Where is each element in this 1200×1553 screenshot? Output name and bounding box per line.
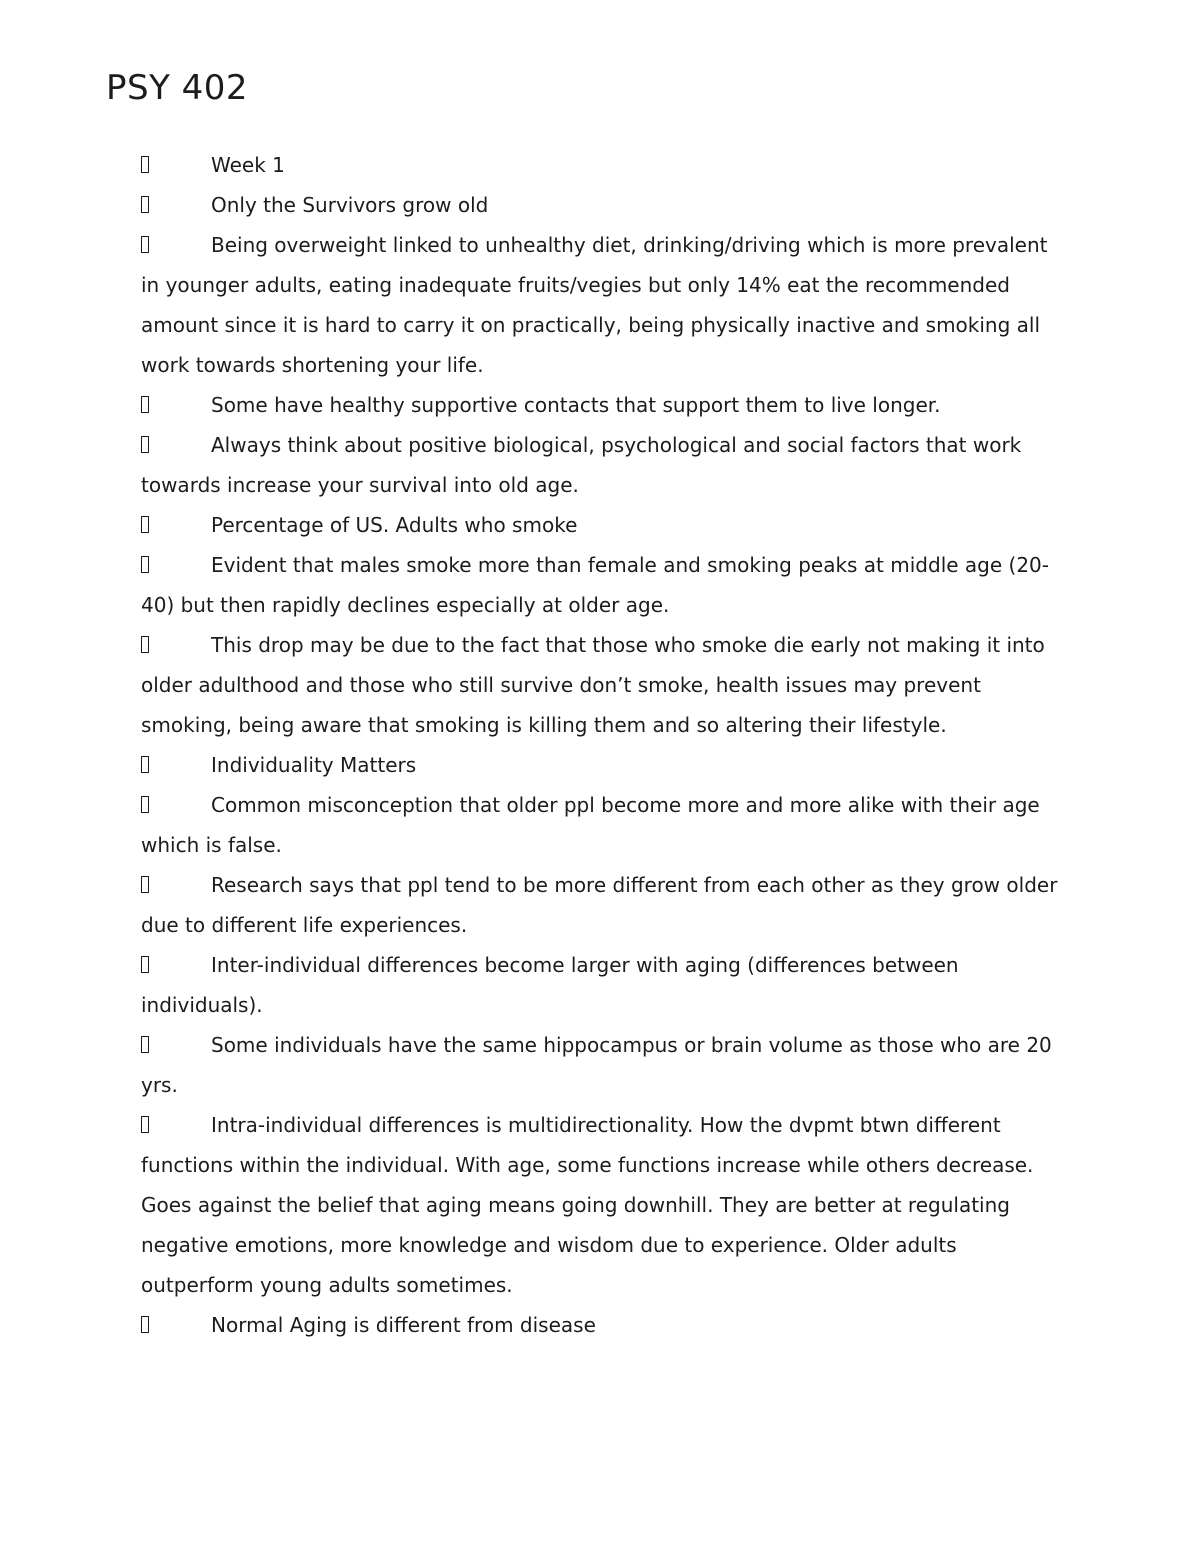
list-item [141,185,1071,225]
list-item [141,385,1071,425]
missing-glyph-bullet-icon [141,956,149,973]
list-item-text: Always think about positive biological, psychological and social factors that work towards increase your survival into old age. [141,433,1022,497]
list-item [141,865,1071,945]
missing-glyph-bullet-icon [141,1316,149,1333]
missing-glyph-bullet-icon [141,236,149,253]
list-item [141,1025,1071,1105]
missing-glyph-bullet-icon [141,556,149,573]
missing-glyph-bullet-icon [141,636,149,653]
missing-glyph-bullet-icon [141,436,149,453]
list-item-text: Percentage of US. Adults who smoke [211,513,578,537]
list-item [141,785,1071,865]
list-item [141,1105,1071,1305]
missing-glyph-bullet-icon [141,1036,149,1053]
list-item [141,225,1071,385]
list-item [141,425,1071,505]
missing-glyph-bullet-icon [141,156,149,173]
list-item-text: Some have healthy supportive contacts that support them to live longer. [211,393,941,417]
list-item-text: Individuality Matters [211,753,417,777]
list-item [141,1305,1071,1345]
missing-glyph-bullet-icon [141,396,149,413]
list-item-text: Evident that males smoke more than female and smoking peaks at middle age (20-40) but then rapidly declines especially at older age. [141,553,1049,617]
list-item-text: Being overweight linked to unhealthy diet, drinking/driving which is more prevalent in younger adults, eating inadequate fruits/vegies but only 14% eat the recommended amount since it is hard to carry it on practically, being physically inactive and smoking all work towards shortening your life. [141,233,1048,377]
list-item-text: Research says that ppl tend to be more different from each other as they grow older due to different life experiences. [141,873,1058,937]
list-item [141,505,1071,545]
missing-glyph-bullet-icon [141,876,149,893]
list-item-text: Week 1 [211,153,285,177]
list-item-text: Inter-individual differences become larger with aging (differences between individuals). [141,953,959,1017]
list-item-text: Normal Aging is different from disease [211,1313,596,1337]
list-item [141,745,1071,785]
missing-glyph-bullet-icon [141,796,149,813]
missing-glyph-bullet-icon [141,196,149,213]
list-item-text: Some individuals have the same hippocampus or brain volume as those who are 20 yrs. [141,1033,1052,1097]
list-item-text: Only the Survivors grow old [211,193,489,217]
notes-list [141,145,1071,1345]
list-item-text: Intra-individual differences is multidirectionality. How the dvpmt btwn different functions within the individual. With age, some functions increase while others decrease. Goes against the belief that aging means going downhill. They are better at regulating negative emotions, more knowledge and wisdom due to experience. Older adults outperform young adults sometimes. [141,1113,1034,1297]
missing-glyph-bullet-icon [141,756,149,773]
list-item-text: Common misconception that older ppl become more and more alike with their age which is false. [141,793,1040,857]
list-item [141,545,1071,625]
list-item [141,625,1071,745]
list-item [141,945,1071,1025]
list-item [141,145,1071,185]
list-item-text: This drop may be due to the fact that those who smoke die early not making it into older adulthood and those who still survive don’t smoke, health issues may prevent smoking, being aware that smoking is killing them and so altering their lifestyle. [141,633,1045,737]
page-title: PSY 402 [106,68,249,108]
missing-glyph-bullet-icon [141,1116,149,1133]
missing-glyph-bullet-icon [141,516,149,533]
